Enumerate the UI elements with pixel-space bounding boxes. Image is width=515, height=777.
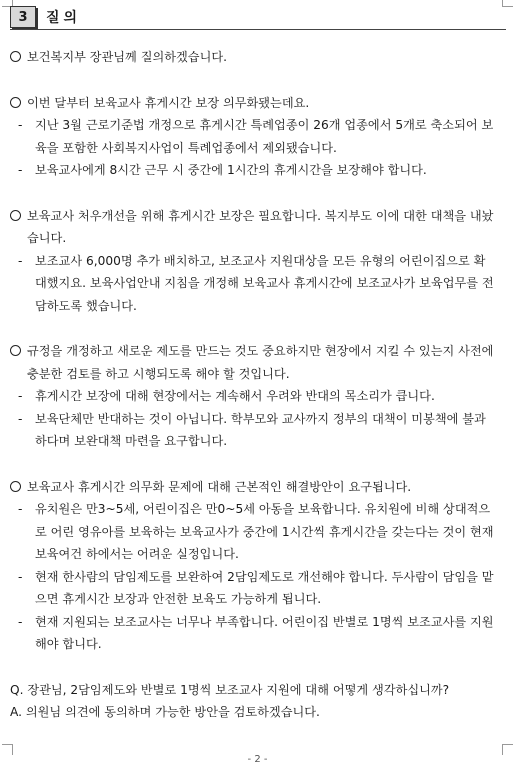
main-point: 이번 달부터 보육교사 휴게시간 보장 의무화됐는데요. bbox=[10, 92, 494, 115]
paragraph-gap bbox=[10, 317, 494, 340]
paragraph-gap bbox=[10, 453, 494, 476]
main-point: 규정을 개정하고 새로운 제도를 만드는 것도 중요하지만 현장에서 지킬 수 있는지 사전에 충분한 검토를 하고 시행되도록 해야 할 것입니다. bbox=[10, 340, 494, 385]
section-header bbox=[10, 6, 81, 28]
qa-line: Q. 장관님, 2담임제도와 반별로 1명씩 보조교사 지원에 대해 어떻게 생각하십니까? bbox=[10, 682, 450, 697]
sub-point: - 지난 3월 근로기준법 개정으로 휴게시간 특례업종이 26개 업종에서 5개로 축소되어 보육을 포함한 사회복지사업이 특례업종에서 제외됐습니다. bbox=[10, 114, 494, 159]
qa-line: A. 의원님 의견에 동의하며 가능한 방안을 검토하겠습니다. bbox=[10, 705, 320, 719]
sub-point: - 현재 지원되는 보조교사는 너무나 부족합니다. 어린이집 반별로 1명씩 보조교사를 지원해야 합니다. bbox=[10, 611, 494, 656]
sub-point: - 유치원은 만3~5세, 어린이집은 만0~5세 아동을 보육합니다. 유치원에 비해 상대적으로 어린 영유아를 보육하는 보육교사가 중간에 1시간씩 휴게시간을 갖는다는 것이 현재 보육여건 하에서는 어려운 실정입니다. bbox=[10, 498, 494, 566]
page-number: - 2 - bbox=[247, 754, 268, 765]
main-point: 보건복지부 장관님께 질의하겠습니다. bbox=[10, 46, 494, 69]
sub-point: - 보육교사에게 8시간 근무 시 중간에 1시간의 휴게시간을 보장해야 합니다. bbox=[10, 159, 494, 182]
section-number: 3 bbox=[10, 6, 36, 28]
main-point: 보육교사 처우개선을 위해 휴게시간 보장은 필요합니다. 복지부도 이에 대한 대책을 내놨습니다. bbox=[10, 205, 494, 250]
sub-point: - 현재 한사람의 담임제도를 보완하여 2담임제도로 개선해야 합니다. 두사람이 담임을 맡으면 휴게시간 보장과 안전한 보육도 가능하게 됩니다. bbox=[10, 566, 494, 611]
paragraph-gap bbox=[10, 69, 494, 92]
paragraph-gap bbox=[10, 182, 494, 205]
sub-point: - 보육단체만 반대하는 것이 아닙니다. 학부모와 교사까지 정부의 대책이 미봉책에 불과하다며 보완대책 마련을 요구합니다. bbox=[10, 408, 494, 453]
main-point: 보육교사 휴게시간 의무화 문제에 대해 근본적인 해결방안이 요구됩니다. bbox=[10, 476, 494, 499]
section-title: 질의 bbox=[46, 10, 82, 26]
sub-point: - 보조교사 6,000명 추가 배치하고, 보조교사 지원대상을 모든 유형의 어린이집으로 확대했지요. 보육사업안내 지침을 개정해 보육교사 휴게시간에 보조교사가 보육업무를 전담하도록 했습니다. bbox=[10, 250, 494, 318]
paragraph-gap bbox=[10, 656, 494, 679]
sub-point: - 휴게시간 보장에 대해 현장에서는 계속해서 우려와 반대의 목소리가 큽니다. bbox=[10, 385, 494, 408]
document-body bbox=[10, 46, 494, 724]
header-divider bbox=[10, 29, 506, 30]
crop-mark-top-right bbox=[502, 0, 513, 7]
